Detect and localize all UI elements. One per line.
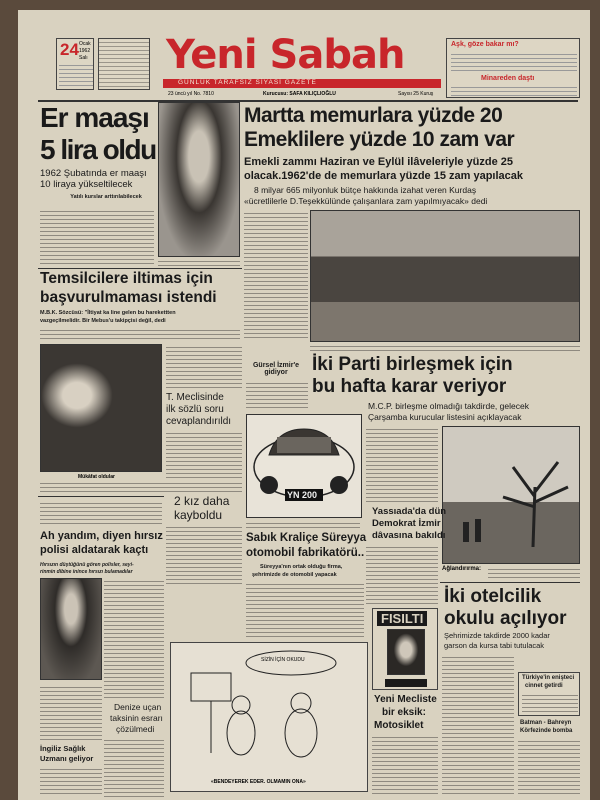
otel-body [442, 654, 514, 796]
fisilti-title: FISILTI [377, 611, 427, 626]
butce-body [244, 210, 308, 340]
er-maasi-subhead: 1962 Şubatında er maaşı 10 liraya yükseltilecek [40, 168, 147, 190]
otel-headline-1: İki otelcilik [444, 586, 542, 607]
temsil-headline-2: başvurulmaması istendi [40, 289, 217, 306]
cartoon-box [170, 642, 368, 792]
turkiye-headline-2: cinnet getirdi [525, 683, 563, 689]
yassiada-body [366, 544, 438, 604]
butce-subhead-1: 8 milyar 665 milyonluk bütçe hakkında izahat veren Kurdaş [254, 185, 477, 195]
turkiye-box [518, 672, 580, 716]
ah-headline-1: Ah yandım, diyen hırsız [40, 530, 163, 542]
date-box [56, 38, 94, 90]
er-maasi-headline-2: 5 lira oldu [40, 134, 156, 165]
corner-text-1 [451, 51, 577, 73]
gursel-body [246, 380, 308, 410]
masthead-title: Yeni Sabah [166, 32, 405, 78]
meclis-headline-3: Motosiklet [374, 720, 424, 731]
tree-photo [442, 426, 580, 564]
emekli-subhead-2: olacak.1962'de de memurlara yüzde 15 zam yapılacak [244, 170, 523, 182]
couple-photo-label: Mükâfat oldular [78, 474, 115, 480]
rule-ah [38, 496, 164, 497]
fisilti-name [385, 679, 427, 687]
corner-title: Aşk, göze bakar mı? [451, 41, 519, 48]
couple-photo [40, 344, 162, 472]
info-box [98, 38, 150, 90]
denize-headline-2: taksinin esrarı [110, 713, 163, 723]
meclis-headline-1: Yeni Mecliste [374, 694, 437, 705]
meeting-photo [310, 210, 580, 342]
yassiada-headline-3: dâvasına bakıldı [372, 530, 446, 541]
corner-subtitle: Minareden daştı [481, 75, 535, 82]
otel-subhead-1: Şehrimizde takdirde 2000 kadar [444, 631, 550, 640]
er-maasi-headline-1: Er maaşı [40, 102, 149, 133]
mart-headline-1: Martta memurlara yüzde 20 [244, 104, 503, 127]
fisilti-box [372, 608, 438, 690]
ingiliz-body [40, 766, 102, 796]
denize-body [104, 737, 164, 797]
ingiliz-headline-2: Uzmanı geliyor [40, 754, 94, 763]
mcp-subhead-1: M.C.P. birleşme olmadığı takdirde, gelecek [368, 401, 529, 411]
parti-headline-1: İki Parti birleşmek için [312, 354, 513, 375]
temsil-body [40, 327, 240, 341]
man-caption [40, 684, 102, 740]
car-plate: YN 200 [287, 490, 318, 500]
kralice-headline-2: otomobil fabrikatörü.. [246, 547, 365, 559]
hirsiz-subhead-1: Hırsızın düştüğünü gören polisler, seyi- [40, 562, 134, 568]
date-box-text [59, 62, 93, 89]
bahreyn-headline-1: Batman - Bahreyn [520, 720, 572, 726]
ah-top-body [40, 500, 162, 526]
cartoon-sign: SİZİN İÇİN OKUDU [261, 657, 305, 663]
cartoon-caption: «BENDEYEREK EDER. OLMAMIN ONA» [211, 779, 306, 785]
meeting-photo-caption [310, 343, 580, 353]
turkiye-headline-1: Türkiye'in enişteci [522, 675, 575, 681]
kiz-body [166, 524, 242, 584]
mbk-subhead-1: M.B.K. Sözcüsü: "İltiyat ka line gelen bu harekettten [40, 310, 176, 316]
denize-headline-3: çözülmedi [116, 724, 155, 734]
parti-body [366, 426, 438, 502]
mart-headline-2: Emeklilere yüzde 10 zam var [244, 128, 515, 151]
man-photo [40, 578, 102, 680]
tmeclis-headline-2: ilk sözlü soru [166, 404, 224, 415]
kiz-headline-1: 2 kız daha [174, 494, 230, 508]
fisilti-photo [387, 629, 425, 675]
tree-caption-label: Ağlandırırma: [442, 566, 482, 572]
otel-subhead-2: garson da kursa tabi tutulacak [444, 641, 545, 650]
kralice-body [246, 581, 364, 637]
rule-temsil [38, 268, 242, 269]
car-illustration [247, 415, 361, 517]
corner-text-2 [451, 84, 577, 96]
kiz-headline-2: kayboldu [174, 508, 223, 522]
founder: Kurucusu: SAFA KILIÇLIOĞLU [263, 91, 336, 97]
butce-subhead-2: «ücretlilerle D.Teşekkülünde çalışanlara zam yapılmıyacak» dedi [244, 196, 488, 206]
tmeclis-body [166, 430, 242, 478]
tmeclis-headline-3: cevaplandırıldı [166, 416, 232, 427]
mbk-subhead-2: vazgeçilmelidir. Bir Mebus'u takipçisi değil, dedi [40, 318, 166, 324]
bahreyn-body [518, 738, 580, 796]
er-maasi-body [40, 208, 154, 266]
date-year: 1962 [79, 48, 91, 54]
issue-number: 23 üncü yıl No. 7810 [168, 91, 214, 97]
tree-illustration [443, 427, 579, 563]
kralice-subhead-2: şehrimizde de otomobil yapacak [252, 572, 337, 578]
date-weekday: Salı [79, 55, 88, 61]
right-corner-box [446, 38, 580, 98]
kralice-subhead-1: Süreyya'nın ortak olduğu firma, [260, 564, 343, 570]
gursel-headline: Gürsel İzmir'e gidiyor [252, 362, 300, 376]
denize-headline-1: Denize uçan [114, 702, 162, 712]
date-month: Ocak [79, 41, 91, 47]
ah-headline-2: polisi aldatarak kaçtı [40, 544, 149, 556]
kralice-headline-1: Sabık Kraliçe Süreyya [246, 532, 367, 544]
tmeclis-headline-1: T. Meclisinde [166, 392, 224, 403]
hirsiz-subhead-2: rinmin dibine inince hırsızı bulamadılar [40, 569, 133, 575]
ingiliz-headline-1: İngiliz Sağlık [40, 744, 86, 753]
rule-otel [440, 582, 580, 583]
kurslar-subhead: Yatılı kurslar arttırılabilecek [70, 194, 142, 200]
yassiada-headline-2: Demokrat İzmir [372, 518, 441, 529]
tree-photo-caption [488, 566, 580, 578]
emekli-subhead-1: Emekli zammı Haziran ve Eylül ilâveleriyle yüzde 25 [244, 156, 514, 168]
tmeclis-top-body [166, 344, 242, 390]
minister-photo-caption [158, 258, 240, 268]
otel-headline-2: okulu açılıyor [444, 608, 567, 629]
ah-body [104, 578, 164, 698]
bahreyn-headline-2: Körfezinde bomba [520, 728, 573, 734]
temsil-headline-1: Temsilcilere iltimas için [40, 270, 213, 287]
masthead-subtitle: GÜNLÜK TARAFSIZ SİYASİ GAZETE [178, 79, 317, 86]
meclis-body [372, 734, 438, 796]
price: Sayısı 25 Kuruş [398, 91, 434, 97]
yassiada-headline-1: Yassıada'da dün [372, 506, 447, 517]
car-photo-caption [246, 520, 360, 530]
car-photo [246, 414, 362, 518]
couple-photo-caption [40, 480, 242, 492]
parti-headline-2: bu hafta karar veriyor [312, 376, 507, 397]
mcp-subhead-2: Çarşamba kurucular listesini açıklayacak [368, 412, 522, 422]
newspaper-page [18, 10, 590, 800]
turkiye-body [522, 692, 578, 714]
meclis-headline-2: bir eksik: [382, 707, 426, 718]
minister-photo [158, 102, 240, 257]
date-day: 24 [60, 40, 79, 59]
